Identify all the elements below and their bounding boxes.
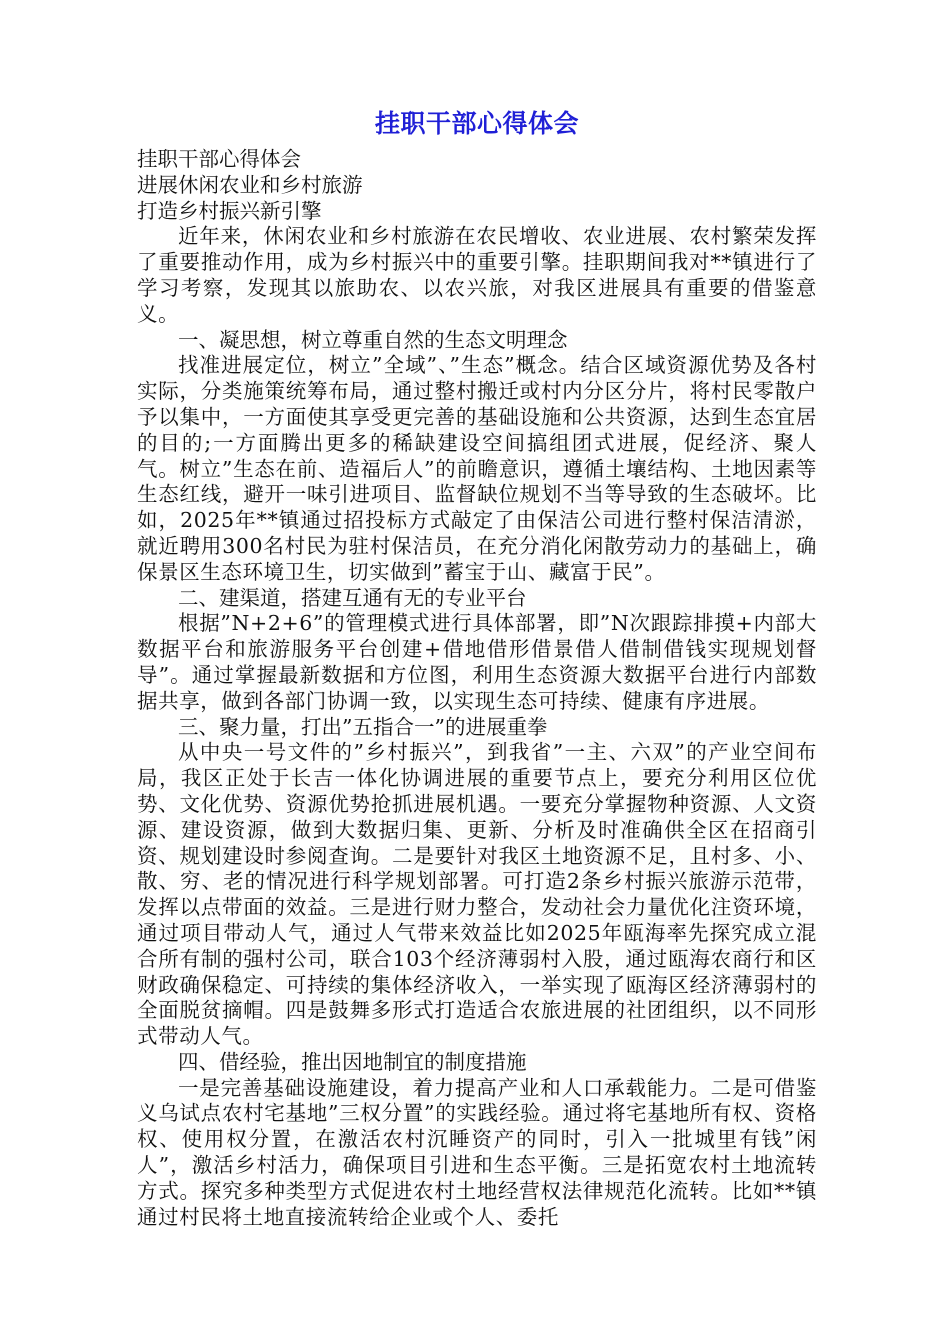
section-heading: 三、聚力量，打出”五指合一”的进展重拳 — [178, 714, 548, 739]
body-paragraph: 从中央一号文件的”乡村振兴”，到我省”一主、六双”的产业空间布局，我区正处于长吉一体化协调进展的重要节点上，要充分利用区位优势、文化优势、资源优势抢抓进展机遇。一要充分掌握物种资源、人文资源、建设资源，做到大数据归集、更新、分析及时准确供全区在招商引资、规划建设时参阅查询。二是要针对我区土地资源不足，且村多、小、散、穷、老的情况进行科学规划部署。可打造2条乡村振兴旅游示范带，发挥以点带面的效益。三是进行财力整合，发动社会力量优化注资环境，通过项目带动人气，通过人气带来效益比如2025年瓯海率先探究成立混合所有制的强村公司，联合103个经济薄弱村入股，通过瓯海农商行和区财政确保稳定、可持续的集体经济收入，一举实现了瓯海区经济薄弱村的全面脱贫摘帽。四是鼓舞多形式打造适合农旅进展的社团组织，以不同形式带动人气。 — [137, 740, 817, 1049]
section-heading: 一、凝思想，树立尊重自然的生态文明理念 — [178, 327, 568, 352]
document-title: 挂职干部心得体会 — [374, 109, 579, 138]
section-heading: 四、借经验，推出因地制宜的制度措施 — [178, 1049, 527, 1074]
section-heading: 二、建渠道，搭建互通有无的专业平台 — [178, 585, 527, 610]
body-paragraph: 一是完善基础设施建设，着力提高产业和人口承载能力。二是可借鉴义乌试点农村宅基地”三权分置”的实践经验。通过将宅基地所有权、资格权、使用权分置，在激活农村沉睡资产的同时，引入一批城里有钱”闲人”，激活乡村活力，确保项目引进和生态平衡。三是拓宽农村土地流转方式。探究多种类型方式促进农村土地经营权法律规范化流转。比如**镇通过村民将土地直接流转给企业或个人、委托 — [137, 1075, 817, 1229]
intro-line: 打造乡村振兴新引擎 — [137, 198, 322, 223]
intro-line: 进展休闲农业和乡村旅游 — [137, 172, 363, 197]
body-paragraph: 找准进展定位，树立”全域”、”生态”概念。结合区域资源优势及各村实际，分类施策统筹布局，通过整村搬迁或村内分区分片，将村民零散户予以集中，一方面使其享受更完善的基础设施和公共资源，达到生态宜居的目的;一方面腾出更多的稀缺建设空间搞组团式进展，促经济、聚人气。树立”生态在前、造福后人”的前瞻意识，遵循土壤结构、土地因素等生态红线，避开一味引进项目、监督缺位规划不当等导致的生态破坏。比如，2025年**镇通过招投标方式敲定了由保洁公司进行整村保洁清淤，就近聘用300名村民为驻村保洁员，在充分消化闲散劳动力的基础上，确保景区生态环境卫生，切实做到”蓄宝于山、藏富于民”。 — [137, 353, 817, 584]
body-paragraph: 根据”N+2+6”的管理模式进行具体部署，即”N次跟踪排摸+内部大数据平台和旅游服务平台创建+借地借形借景借人借制借钱实现规划督导”。通过掌握最新数据和方位图，利用生态资源大数据平台进行内部数据共享，做到各部门协调一致，以实现生态可持续、健康有序进展。 — [137, 611, 817, 713]
body-paragraph: 近年来，休闲农业和乡村旅游在农民增收、农业进展、农村繁荣发挥了重要推动作用，成为乡村振兴中的重要引擎。挂职期间我对**镇进行了学习考察，发现其以旅助农、以农兴旅，对我区进展具有重要的借鉴意义。 — [137, 224, 817, 326]
intro-line: 挂职干部心得体会 — [137, 147, 301, 171]
document-page — [137, 104, 817, 1230]
